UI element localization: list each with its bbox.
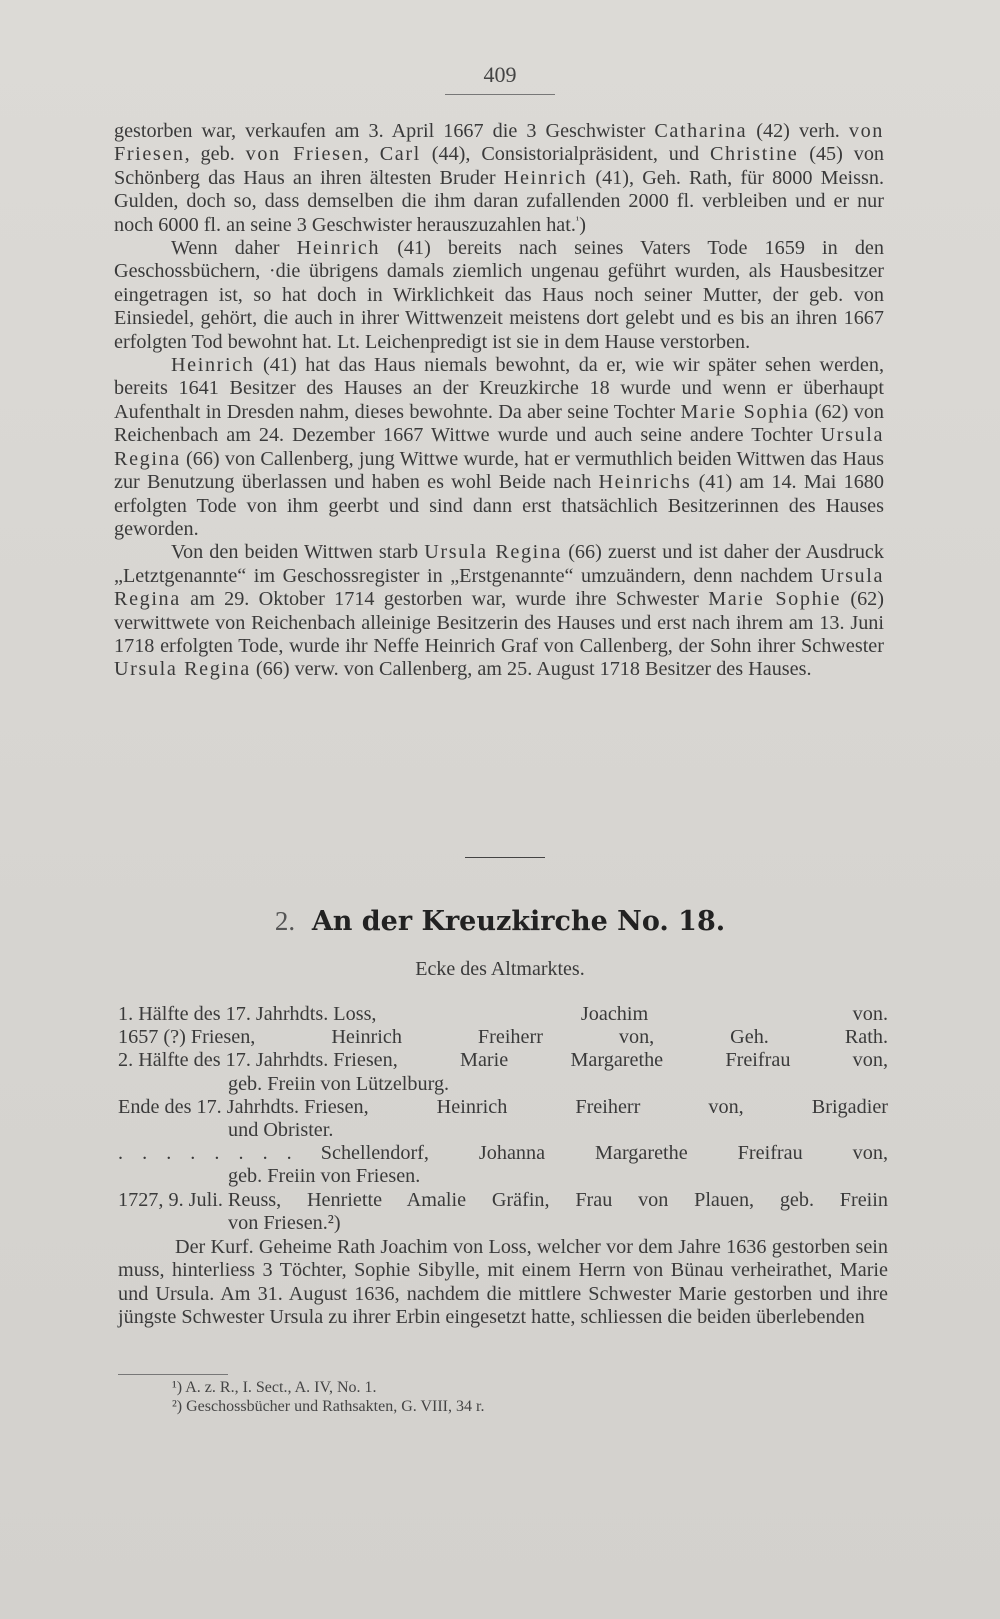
text-run: (66) zuerst und ist daher der Ausdruck „Letztgenannte“ im Geschossregister in „Erstgenannte“ umzuändern, denn nachdem — [114, 541, 884, 587]
spaced-name: Ursula Regina — [114, 658, 251, 681]
owner-continuation: von Friesen.²) — [228, 1211, 341, 1234]
text-run: (42) verh. — [747, 120, 849, 142]
text-run: (62) verwittwete von Reichenbach alleinige Besitzerin des Hauses und erst nach ihrem am 13. Juni 1718 erfolgten Tode, wurde ihr Neffe Heinrich Graf von Callenberg, der Sohn ihrer Schwester — [114, 588, 885, 657]
owner-name: Friesen, Heinrich Freiherr von, Geh. Rath. — [190, 1026, 888, 1049]
body-text — [114, 120, 884, 682]
paragraph — [114, 120, 884, 237]
text-run: (41) bereits nach seines Vaters Tode 1659 in den Geschossbüchern, ·die übrigens damals ziemlich ungenau geführt wurden, als Hausbesitzer eingetragen ist, so hat doch in Wirklichkeit das Haus noch seiner Mutter, der geb. von Einsiedel, gehört, die auch in ihrer Wittwenzeit meistens dort gelebt und es bis an ihren 1667 erfolgten Tod bewohnt hat. Lt. Leichenpredigt ist sie in dem Hause verstorben. — [114, 237, 884, 353]
spaced-name: von Friesen — [245, 143, 364, 166]
text-run: (44), Consistorialpräsident, und — [420, 143, 710, 166]
text-run: , — [363, 143, 380, 166]
owner-date: Ende des 17. Jahrhdts. — [118, 1095, 305, 1118]
section-title: An der Kreuzkirche No. 18. — [311, 906, 726, 937]
spaced-name: Ursula Regina — [424, 541, 563, 564]
spaced-name: Heinrich — [171, 354, 255, 377]
text-run: gestorben war, verkaufen am 3. April 1667 die 3 Geschwister — [114, 120, 655, 142]
spaced-name: Carl — [379, 143, 421, 166]
footnote-mark: ¹) — [172, 1379, 186, 1396]
page-number: 409 — [483, 62, 517, 87]
owner-entry — [118, 1142, 888, 1165]
section-subtitle: Ecke des Altmarktes. — [415, 958, 585, 980]
spaced-name: Heinrich — [503, 166, 588, 189]
section-heading — [0, 906, 1000, 937]
text-run: (41), Geh. Rath, für 8000 Meissn. Gulden, doch so, dass demselben die ihm daran zufallenden 2000 fl. verbleiben und er nur noch 6000 fl. an seine 3 Geschwister herauszuzahlen hat. — [114, 166, 884, 236]
paragraph — [114, 354, 884, 541]
text-run: (41) am 14. Mai 1680 erfolgten Tode von ihm geerbt und sind dann erst thatsächlich Besitzerinnen des Hauses geworden. — [114, 471, 884, 540]
owner-name: Friesen, Marie Margarethe Freifrau von, — [333, 1049, 888, 1072]
footnote — [172, 1378, 484, 1397]
owner-date: 2. Hälfte des 17. Jahrhdts. — [118, 1049, 334, 1072]
owner-entry — [118, 1096, 888, 1119]
owner-name: Friesen, Heinrich Freiherr von, Brigadier — [304, 1095, 888, 1118]
owner-date: 1. Hälfte des 17. Jahrhdts. — [118, 1003, 334, 1025]
spaced-name: Catharina — [654, 120, 748, 142]
owner-entry — [118, 1189, 888, 1212]
text-run: (66) von Callenberg, jung Wittwe wurde, hat er vermuthlich beiden Wittwen das Haus zur Benutzung überlassen und haben es wohl Beide nach — [114, 447, 884, 494]
section-number: 2. — [274, 906, 296, 936]
owner-list — [118, 1003, 888, 1235]
footnote-rule — [118, 1374, 228, 1375]
spaced-name: Heinrichs — [598, 471, 692, 494]
spaced-name: Marie Sophia — [680, 400, 810, 423]
text-run: am 29. Oktober 1714 gestorben war, wurde ihre Schwester — [180, 588, 709, 611]
text-run: , geb. — [184, 143, 246, 166]
footnote-text: Geschossbücher und Rathsakten, G. VIII, 34 r. — [186, 1398, 485, 1415]
text-run: (45) von Schönberg das Haus an ihren ältesten Bruder — [114, 143, 885, 189]
owner-name: Loss, Joachim von. — [333, 1003, 888, 1025]
owner-continuation: und Obrister. — [228, 1119, 334, 1142]
text-run: ) — [579, 213, 586, 236]
spaced-name: Marie Sophie — [708, 588, 842, 611]
text-run: Wenn daher — [171, 237, 297, 260]
continuation-paragraph — [118, 1236, 888, 1330]
footnote-mark: ²) — [172, 1398, 187, 1415]
owner-entry — [118, 1026, 888, 1049]
owner-name: Reuss, Henriette Amalie Gräfin, Frau von Plauen, geb. Freiin — [227, 1188, 888, 1211]
footnote-marker: ¹ — [575, 213, 580, 226]
section-divider — [465, 857, 545, 858]
owner-name: Schellendorf, Johanna Margarethe Freifrau von, — [320, 1142, 888, 1165]
spaced-name: Ursula Regina — [114, 424, 884, 470]
text-run: (41) hat das Haus niemals bewohnt, da er, wie wir später sehen werden, bereits 1641 Besitzer des Hauses an der Kreuzkirche 18 wurde und wenn er überhaupt Aufenthalt in Dresden nahm, dieses bewohnte. Da aber seine Tochter — [114, 354, 884, 423]
text-run: Von den beiden Wittwen starb — [171, 541, 425, 564]
spaced-name: Christine — [709, 143, 799, 166]
owner-entry — [118, 1049, 888, 1072]
owner-date: 1727, 9. Juli. — [118, 1188, 228, 1211]
footnotes — [172, 1378, 484, 1416]
owner-entry — [118, 1003, 888, 1026]
owner-date: 1657 (?) — [118, 1026, 191, 1049]
spaced-name: Ursula Regina — [114, 564, 884, 611]
owner-continuation: geb. Freiin von Friesen. — [228, 1165, 421, 1188]
spaced-name: von Friesen — [114, 120, 884, 166]
paragraph: Der Kurf. Geheime Rath Joachim von Loss, welcher vor dem Jahre 1636 gestorben sein muss, hinterliess 3 Töchter, Sophie Sibylle, mit einem Herrn von Bünau verheirathet, Marie und Ursula. Am 31. August 1636, nachdem die mittlere Schwester Marie gestorben und ihre jüngste Schwester Ursula zu ihrer Erbin eingesetzt hatte, schliessen die beiden überlebenden — [118, 1236, 888, 1329]
owner-date: . . . . . . . . — [118, 1142, 311, 1165]
paragraph — [114, 541, 884, 681]
footnote-text: A. z. R., I. Sect., A. IV, No. 1. — [185, 1379, 377, 1396]
text-run: (66) verw. von Callenberg, am 25. August 1718 Besitzer des Hauses. — [250, 658, 812, 681]
footnote — [172, 1397, 484, 1416]
text-run: (62) von Reichenbach am 24. Dezember 1667 Wittwe wurde und auch seine andere Tochter — [114, 400, 885, 447]
page-number-rule — [445, 94, 555, 95]
owner-continuation: geb. Freiin von Lützelburg. — [228, 1072, 450, 1095]
spaced-name: Heinrich — [296, 237, 381, 260]
paragraph — [114, 237, 884, 354]
